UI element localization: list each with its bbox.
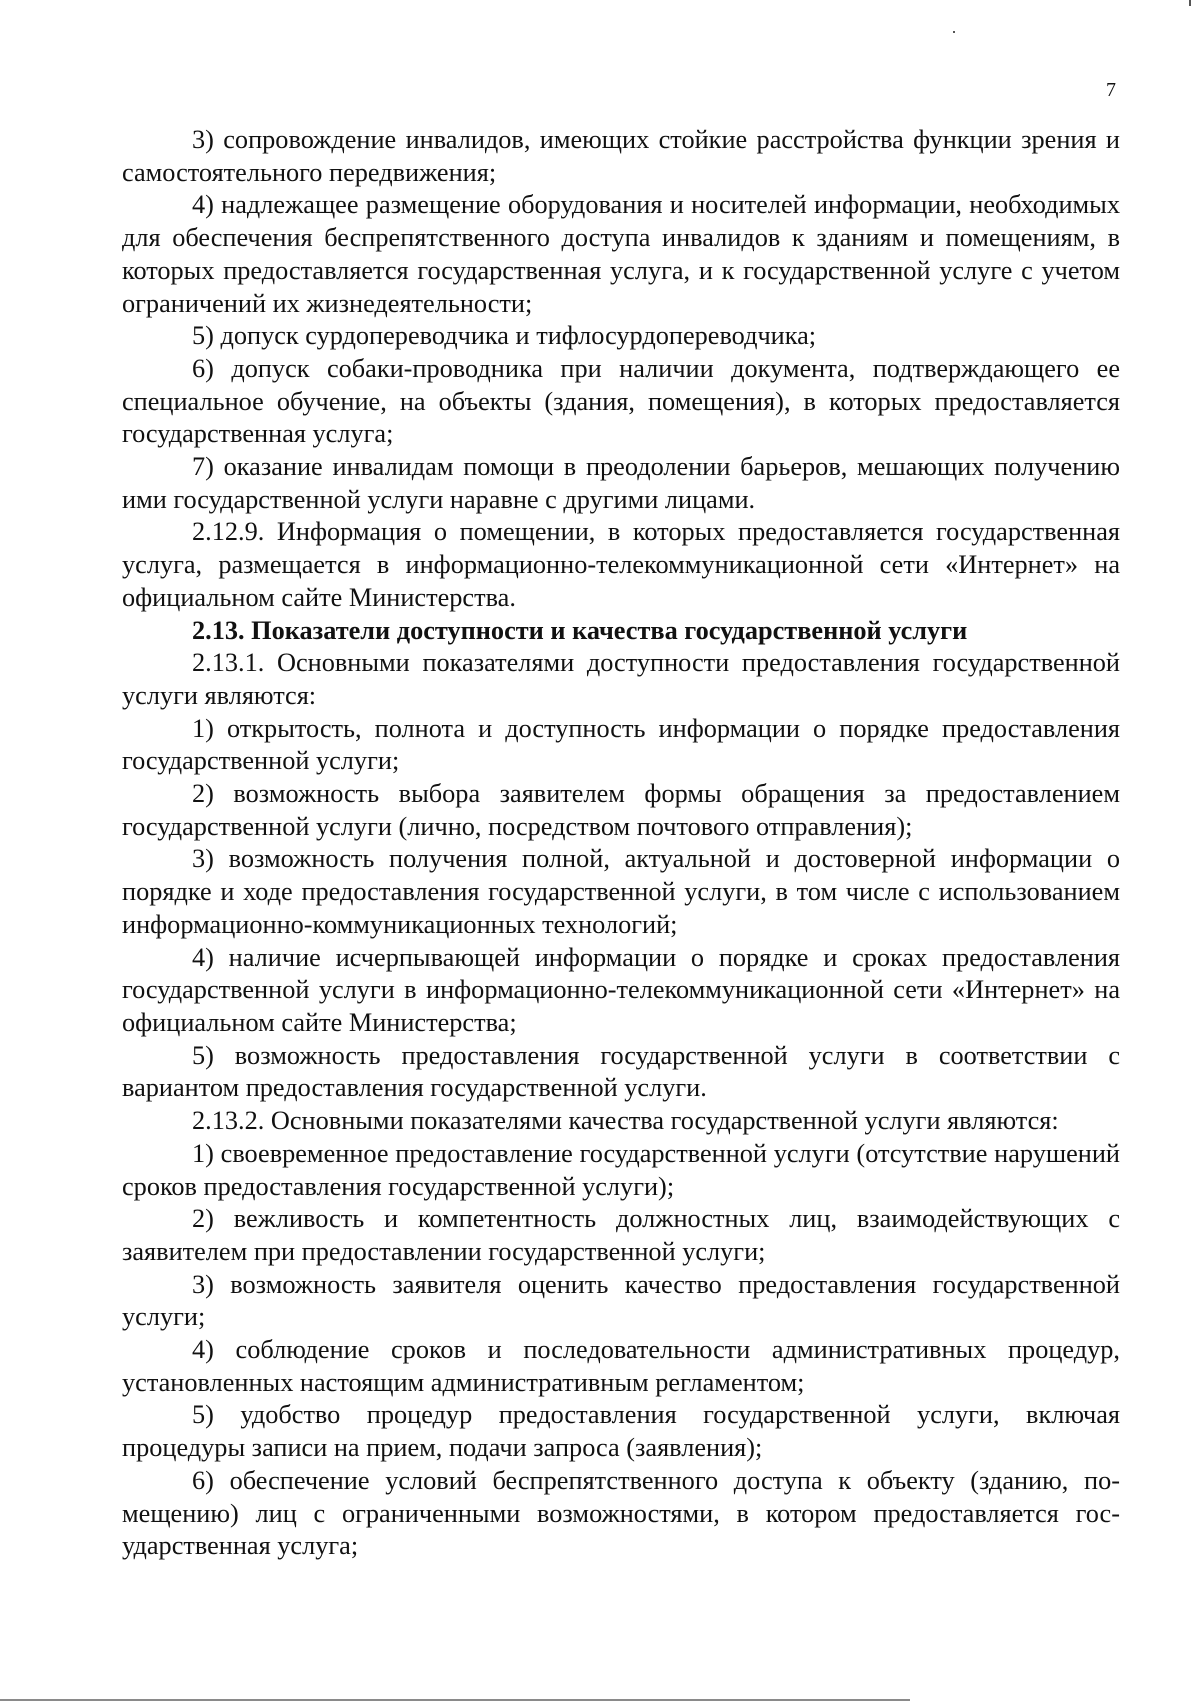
- quality-item-2: 2) вежливость и компетентность должностных лиц, взаимодействующих с заявителем при предоставлении государственной услуги;: [122, 1204, 1120, 1266]
- quality-item-1: 1) своевременное предоставление государственной услуги (отсутствие нарушений сроков предоставления государственной услуги);: [122, 1138, 1120, 1201]
- list-item-5-interpreter: 5) допуск сурдопереводчика и тифлосурдопереводчика;: [192, 321, 817, 351]
- quality-item-6: 6) обеспечение условий беспрепятственного доступа к объекту (зданию, помещению) лиц с ограниченными возможностями, в котором предоставляется государственная услуга;: [122, 1465, 1120, 1561]
- section-heading-2-13: 2.13. Показатели доступности и качества государственной услуги: [192, 615, 968, 645]
- list-item-4-equipment-placement: 4) надлежащее размещение оборудования и носителей информации, необходимых для обеспечения беспрепятственного доступа инвалидов к зданиям и помещениям, в которых предоставляется государственная услуга, и к государственной услуге с учетом ограничений их жизнедеятельности;: [122, 190, 1120, 318]
- quality-item-5: 5) удобство процедур предоставления государственной услуги, включая процедуры записи на прием, подачи запроса (заявления);: [122, 1400, 1120, 1463]
- clause-2-13-1: 2.13.1. Основными показателями доступности предоставления государственной услуги являются:: [122, 648, 1120, 710]
- accessibility-item-5: 5) возможность предоставления государственной услуги в соответствии с вариантом предоставления государственной услуги.: [122, 1040, 1120, 1103]
- quality-item-3: 3) возможность заявителя оценить качество предоставления государственной услуги;: [122, 1269, 1120, 1332]
- list-item-3-escort: 3) сопровождение инвалидов, имеющих стойкие расстройства функции зрения и самостоятельного передвижения;: [122, 125, 1120, 187]
- clause-2-12-9: 2.12.9. Информация о помещении, в которых предоставляется государственная услуга, размещается в информационно-телекоммуникационной сети «Интернет» на официальном сайте Министерства.: [122, 517, 1120, 612]
- accessibility-item-1: 1) открытость, полнота и доступность информации о порядке предоставления государственной услуги;: [122, 713, 1120, 776]
- scan-edge-line: [0, 1699, 910, 1701]
- accessibility-item-3: 3) возможность получения полной, актуальной и достоверной информации о порядке и ходе предоставления государственной услуги, в том числе с использованием информационно-коммуникационных технологий;: [122, 844, 1120, 939]
- scan-artifact: [953, 31, 955, 33]
- clause-2-13-2: 2.13.2. Основными показателями качества государственной услуги являются:: [192, 1106, 1059, 1136]
- accessibility-item-2: 2) возможность выбора заявителем формы обращения за предоставлением государственной услуги (лично, посредством почтового отправления);: [122, 779, 1120, 841]
- list-item-6-guide-dog: 6) допуск собаки-проводника при наличии документа, подтверждающего ее специальное обучение, на объекты (здания, помещения), в которых предоставляется государственная услуга;: [122, 353, 1120, 449]
- scan-artifact: [1189, 0, 1191, 6]
- page-number: 7: [1106, 79, 1116, 101]
- list-item-7-assistance: 7) оказание инвалидам помощи в преодолении барьеров, мешающих получению ими государственной услуги наравне с другими лицами.: [122, 452, 1120, 514]
- accessibility-item-4: 4) наличие исчерпывающей информации о порядке и сроках предоставления государственной услуги в информационно-телекоммуникационной сети «Интернет» на официальном сайте Министерства;: [122, 942, 1120, 1037]
- quality-item-4: 4) соблюдение сроков и последовательности административных процедур, установленных настоящим административным регламентом;: [122, 1335, 1120, 1397]
- document-body: [122, 124, 1120, 1563]
